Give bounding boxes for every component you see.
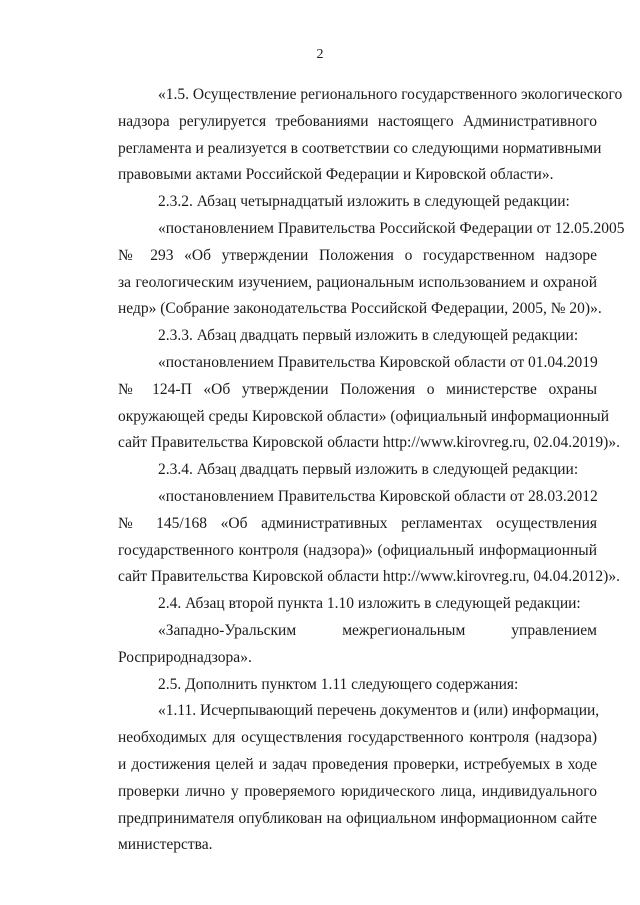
text-line: министерства.	[118, 836, 213, 854]
paragraph-2-3-2	[118, 189, 597, 216]
paragraph-1-11	[118, 698, 600, 859]
page-number: 2	[316, 47, 324, 62]
text-line: «1.11. Исчерпывающий перечень документов и (или) информации,	[158, 702, 600, 720]
paragraph-quote-rosprirodnadzor	[118, 618, 597, 672]
document-body	[118, 82, 625, 859]
text-line: «1.5. Осуществление регионального государственного экологического	[158, 86, 623, 103]
text-line: необходимых для осуществления государственного контроля (надзора)	[118, 729, 597, 747]
paragraph-2-3-3	[118, 323, 597, 350]
text-line: сайт Правительства Кировской области http://www.kirovreg.ru, 04.04.2012)».	[118, 568, 620, 586]
paragraph-quote-2012	[118, 484, 620, 591]
text-line: правовыми актами Российской Федерации и Кировской области».	[118, 166, 554, 184]
paragraph-2-3-4	[118, 457, 597, 484]
text-line: «постановлением Правительства Кировской области от 28.03.2012	[158, 487, 598, 505]
text-line: Росприроднадзора».	[118, 648, 252, 666]
text-line: № 124-П «Об утверждении Положения о министерстве охраны	[118, 380, 597, 398]
text-line: 2.4. Абзац второй пункта 1.10 изложить в следующей редакции:	[158, 595, 581, 613]
text-line: государственного контроля (надзора)» (официальный информационный	[118, 541, 597, 559]
paragraph-2-5	[118, 672, 597, 699]
paragraph-1-5	[118, 82, 623, 189]
paragraph-quote-2005	[118, 216, 625, 323]
text-line: регламента и реализуется в соответствии со следующими нормативными	[118, 139, 602, 157]
text-line: 2.3.4. Абзац двадцать первый изложить в следующей редакции:	[158, 461, 579, 479]
text-line: № 293 «Об утверждении Положения о государственном надзоре	[118, 246, 597, 264]
paragraph-quote-2019	[118, 350, 620, 457]
text-line: № 145/168 «Об административных регламентах осуществления	[118, 514, 597, 532]
text-line: проверки лично у проверяемого юридического лица, индивидуального	[118, 782, 597, 800]
text-line: за геологическим изучением, рациональным использованием и охраной	[118, 273, 597, 291]
text-line: «постановлением Правительства Российской Федерации от 12.05.2005	[158, 219, 625, 237]
text-line: 2.3.2. Абзац четырнадцатый изложить в следующей редакции:	[158, 193, 570, 211]
text-line: предпринимателя опубликован на официальном информационном сайте	[118, 809, 597, 827]
text-line: недр» (Собрание законодательства Российской Федерации, 2005, № 20)».	[118, 300, 602, 318]
text-line: 2.5. Дополнить пунктом 1.11 следующего содержания:	[158, 675, 519, 693]
text-line: 2.3.3. Абзац двадцать первый изложить в следующей редакции:	[158, 327, 579, 345]
paragraph-2-4	[118, 591, 597, 618]
text-line: надзора регулируется требованиями настоящего Административного	[118, 112, 597, 130]
text-line: «Западно-Уральским межрегиональным управлением	[158, 621, 597, 639]
text-line: сайт Правительства Кировской области http://www.kirovreg.ru, 02.04.2019)».	[118, 434, 620, 452]
text-line: «постановлением Правительства Кировской области от 01.04.2019	[158, 353, 598, 371]
text-line: окружающей среды Кировской области» (официальный информационный	[118, 407, 610, 425]
text-line: и достижения целей и задач проведения проверки, истребуемых в ходе	[118, 755, 597, 773]
